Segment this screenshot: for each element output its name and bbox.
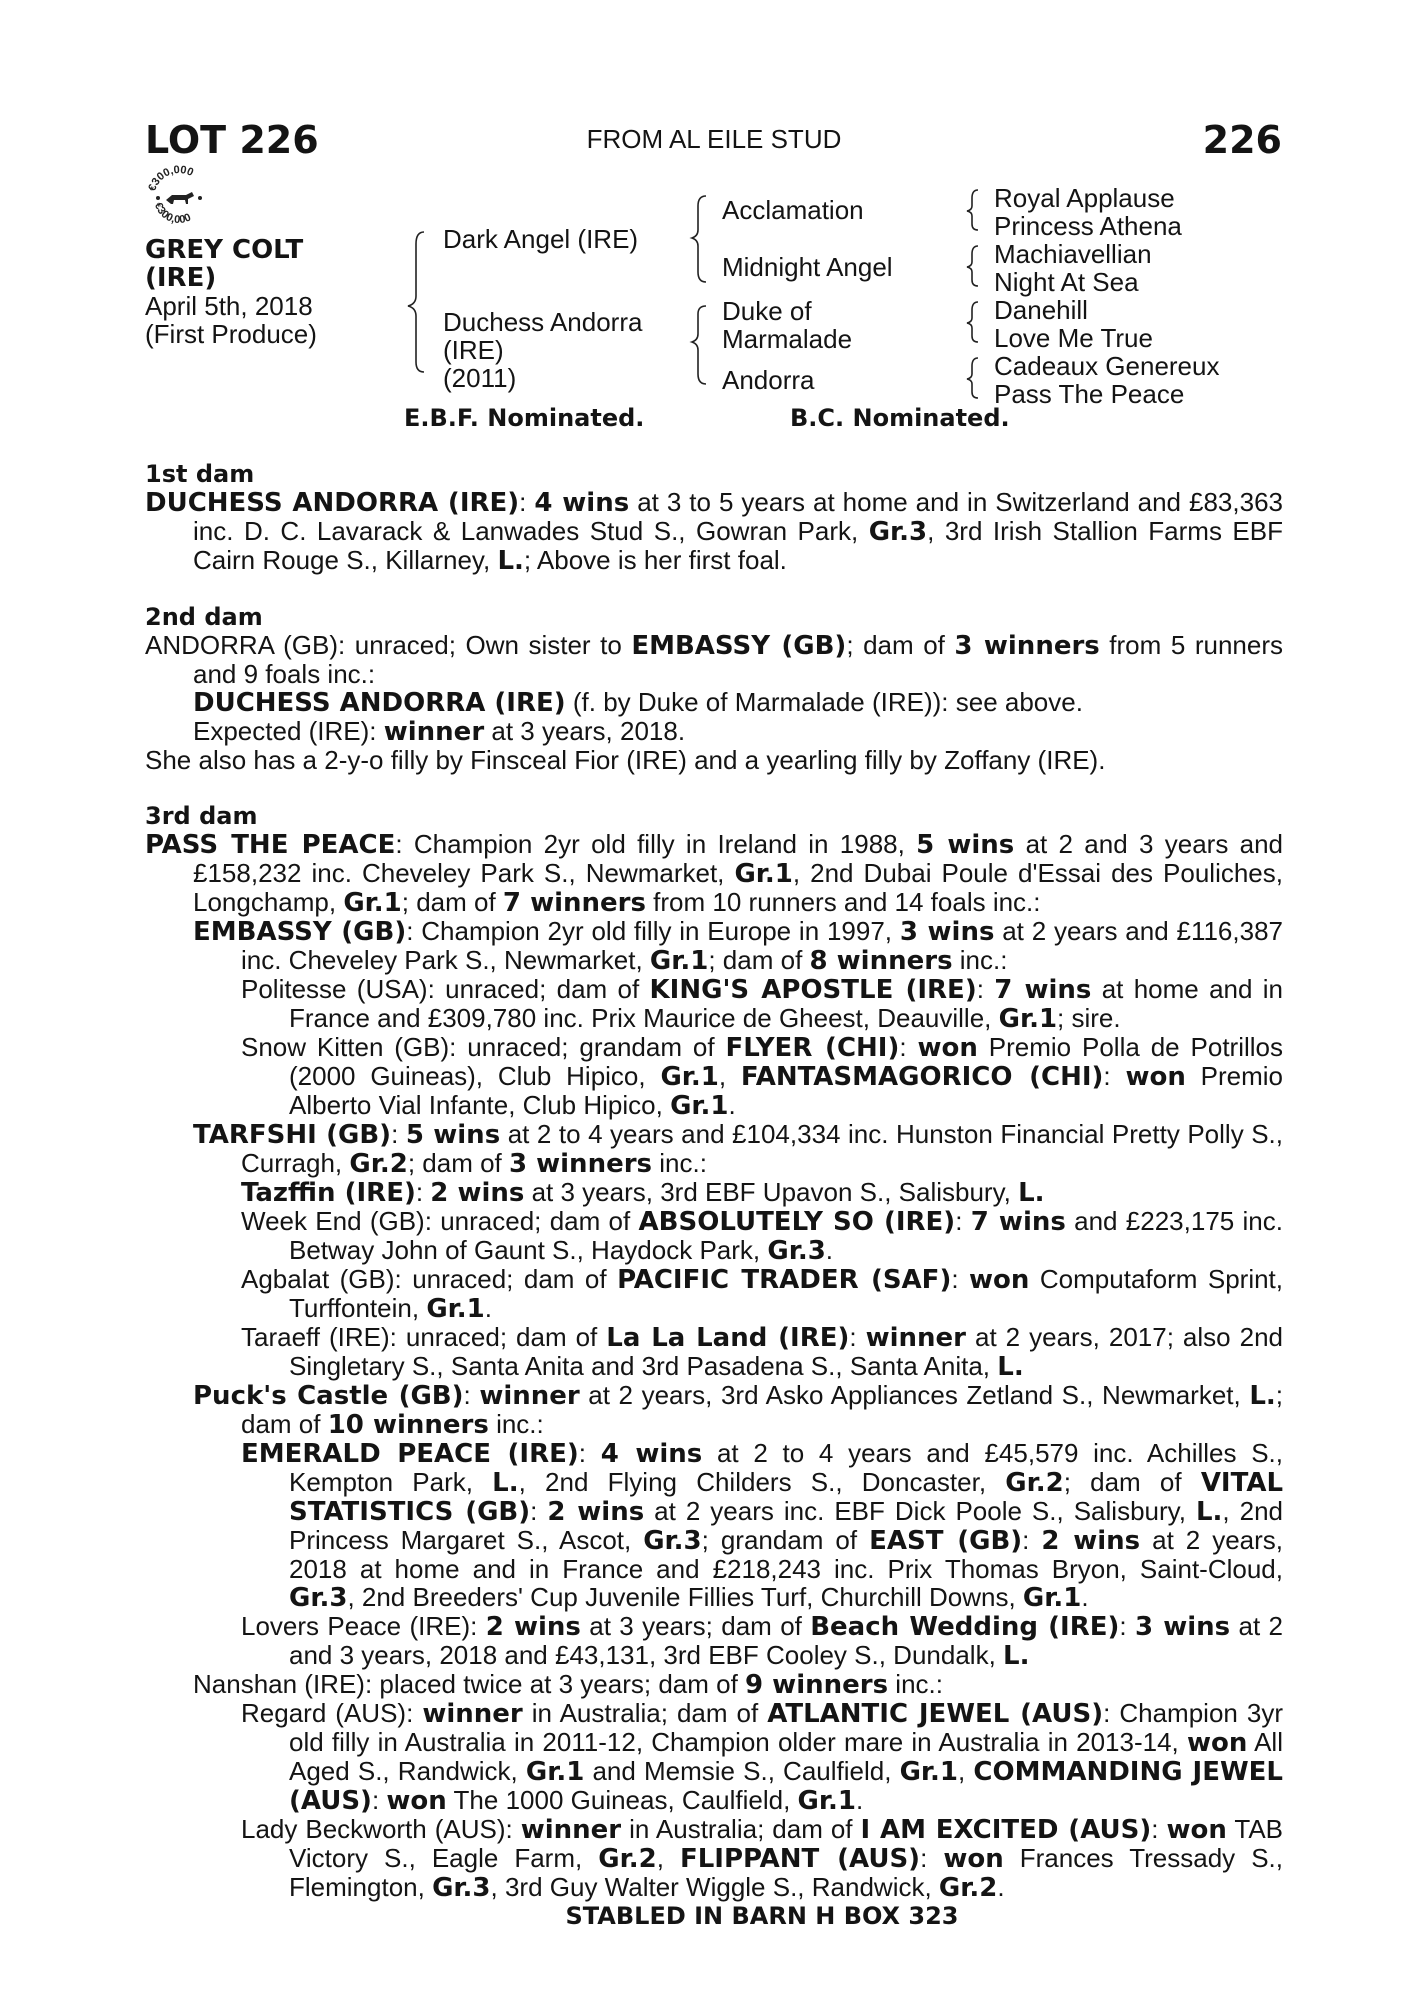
lot-number-right: 226 bbox=[1202, 118, 1282, 162]
pedigree-dam bbox=[443, 308, 642, 392]
pedigree-dam-line2: (IRE) bbox=[443, 335, 504, 365]
pedigree-paragraph: EMERALD PEACE (IRE): 4 wins at 2 to 4 years and £45,579 inc. Achilles S., Kempton Park, L., 2nd Flying Childers S., Doncaster, Gr.2; dam of VITAL STATISTICS (GB): 2 wins at 2 years inc. EBF Dick Poole S., Salisbury, L., 2nd Princess Margaret S., Ascot, Gr.3; grandam of EAST (GB): 2 wins at 2 years, 2018 at home and in France and £218,243 inc. Prix Thomas Bryon, Saint-Cloud, Gr.3, 2nd Breeders' Cup Juvenile Fillies Turf, Churchill Downs, Gr.1. bbox=[241, 1438, 1284, 1613]
pedigree-dsd: Love Me True bbox=[994, 323, 1153, 353]
first-dam-section bbox=[145, 488, 1283, 575]
second-dam-section bbox=[145, 631, 1283, 774]
svg-text:€300,000: €300,000 bbox=[151, 200, 193, 227]
pedigree-ssd: Princess Athena bbox=[994, 211, 1182, 241]
second-dam-heading: 2nd dam bbox=[145, 603, 263, 631]
pedigree-dam-line1: Duchess Andorra bbox=[443, 307, 643, 337]
pedigree-paragraph: ANDORRA (GB): unraced; Own sister to EMBASSY (GB); dam of 3 winners from 5 runners and 9 foals inc.: bbox=[145, 630, 1283, 689]
ebf-nominated: E.B.F. Nominated. bbox=[404, 404, 645, 432]
pedigree-sire-dam: Midnight Angel bbox=[722, 252, 893, 282]
pedigree-paragraph: Puck's Castle (GB): winner at 2 years, 3rd Asko Appliances Zetland S., Newmarket, L.; dam of 10 winners inc.: bbox=[193, 1380, 1284, 1440]
first-dam-heading: 1st dam bbox=[145, 460, 255, 488]
produce-note: (First Produce) bbox=[145, 319, 317, 349]
pedigree-dam-sire-line2: Marmalade bbox=[722, 324, 853, 354]
bc-nominated: B.C. Nominated. bbox=[790, 404, 1010, 432]
pedigree-paragraph: Lovers Peace (IRE): 2 wins at 3 years; dam of Beach Wedding (IRE): 3 wins at 2 and 3 years, 2018 and £43,131, 3rd EBF Cooley S., Dundalk, L. bbox=[241, 1611, 1284, 1671]
pedigree-paragraph: Tazffin (IRE): 2 wins at 3 years, 3rd EBF Upavon S., Salisbury, L. bbox=[241, 1177, 1045, 1208]
horse-name-line1: GREY COLT bbox=[145, 235, 304, 265]
pedigree-paragraph: DUCHESS ANDORRA (IRE) (f. by Duke of Marmalade (IRE)): see above. bbox=[193, 687, 1083, 718]
consignor: FROM AL EILE STUD bbox=[586, 124, 842, 154]
pedigree-dam-sire-line1: Duke of bbox=[722, 296, 812, 326]
pedigree-paragraph: Lady Beckworth (AUS): winner in Australia; dam of I AM EXCITED (AUS): won TAB Victory S., Eagle Farm, Gr.2, FLIPPANT (AUS): won Frances Tressady S., Flemington, Gr.3, 3rd Guy Walter Wiggle S., Randwick, Gr.2. bbox=[241, 1814, 1284, 1903]
horse-name-line2: (IRE) bbox=[145, 263, 217, 293]
pedigree-dam-dam: Andorra bbox=[722, 365, 815, 395]
stabling-info: STABLED IN BARN H BOX 323 bbox=[565, 1902, 959, 1930]
pedigree-paragraph: She also has a 2-y-o filly by Finsceal Fior (IRE) and a yearling filly by Zoffany (IRE). bbox=[145, 745, 1106, 775]
pedigree-paragraph: TARFSHI (GB): 5 wins at 2 to 4 years and £104,334 inc. Hunston Financial Pretty Polly S., Curragh, Gr.2; dam of 3 winners inc.: bbox=[193, 1119, 1284, 1179]
pedigree-paragraph: Expected (IRE): winner at 3 years, 2018. bbox=[193, 716, 686, 747]
pedigree-paragraph: Regard (AUS): winner in Australia; dam of ATLANTIC JEWEL (AUS): Champion 3yr old filly in Australia in 2011-12, Champion older mare in Australia in 2013-14, won All Aged S., Randwick, Gr.1 and Memsie S., Caulfield, Gr.1, COMMANDING JEWEL (AUS): won The 1000 Guineas, Caulfield, Gr.1. bbox=[241, 1698, 1283, 1816]
pedigree-paragraph: PASS THE PEACE: Champion 2yr old filly in Ireland in 1988, 5 wins at 2 and 3 years and £158,232 inc. Cheveley Park S., Newmarket, Gr.1, 2nd Dubai Poule d'Essai des Pouliches, Longchamp, Gr.1; dam of 7 winners from 10 runners and 14 foals inc.: bbox=[145, 829, 1283, 918]
pedigree-sire: Dark Angel (IRE) bbox=[443, 224, 639, 254]
pedigree-sds: Machiavellian bbox=[994, 239, 1152, 269]
lot-label: LOT 226 bbox=[145, 118, 319, 162]
pedigree-ddd: Pass The Peace bbox=[994, 379, 1185, 409]
pedigree-sire-sire: Acclamation bbox=[722, 195, 864, 225]
catalogue-body bbox=[145, 460, 1283, 1930]
third-dam-section bbox=[145, 830, 1283, 1902]
pedigree-paragraph: Agbalat (GB): unraced; dam of PACIFIC TRADER (SAF): won Computaform Sprint, Turffontein, Gr.1. bbox=[241, 1264, 1284, 1324]
pedigree-sss: Royal Applause bbox=[994, 183, 1175, 213]
pedigree-paragraph: Snow Kitten (GB): unraced; grandam of FLYER (CHI): won Premio Polla de Potrillos (2000 Guineas), Club Hipico, Gr.1, FANTASMAGORICO (CHI): won Premio Alberto Vial Infante, Club Hipico, Gr.1. bbox=[241, 1032, 1284, 1121]
pedigree-dam-sire bbox=[722, 297, 852, 353]
pedigree-paragraph: DUCHESS ANDORRA (IRE): 4 wins at 3 to 5 years at home and in Switzerland and £83,363 inc. D. C. Lavarack & Lanwades Stud S., Gowran Park, Gr.3, 3rd Irish Stallion Farms EBF Cairn Rouge S., Killarney, L.; Above is her first foal. bbox=[145, 487, 1283, 576]
pedigree-paragraph: Week End (GB): unraced; dam of ABSOLUTELY SO (IRE): 7 wins and £223,175 inc. Betway John of Gaunt S., Haydock Park, Gr.3. bbox=[241, 1206, 1283, 1266]
svg-text:€300,000: €300,000 bbox=[146, 164, 196, 193]
pedigree-dds: Cadeaux Genereux bbox=[994, 351, 1220, 381]
foaling-date: April 5th, 2018 bbox=[145, 291, 313, 321]
pedigree-sdd: Night At Sea bbox=[994, 267, 1139, 297]
pedigree-paragraph: Taraeff (IRE): unraced; dam of La La Land (IRE): winner at 2 years, 2017; also 2nd Singletary S., Santa Anita and 3rd Pasadena S., Santa Anita, L. bbox=[241, 1322, 1283, 1382]
pedigree-paragraph: Politesse (USA): unraced; dam of KING'S APOSTLE (IRE): 7 wins at home and in France and £309,780 inc. Prix Maurice de Gheest, Deauville, Gr.1; sire. bbox=[241, 974, 1283, 1034]
pedigree-paragraph: Nanshan (IRE): placed twice at 3 years; dam of 9 winners inc.: bbox=[193, 1669, 943, 1700]
third-dam-heading: 3rd dam bbox=[145, 802, 258, 830]
pedigree-dss: Danehill bbox=[994, 295, 1088, 325]
pedigree-dam-line3: (2011) bbox=[443, 363, 517, 393]
pedigree-paragraph: EMBASSY (GB): Champion 2yr old filly in Europe in 1997, 3 wins at 2 years and £116,387 inc. Cheveley Park S., Newmarket, Gr.1; dam of 8 winners inc.: bbox=[193, 916, 1283, 976]
